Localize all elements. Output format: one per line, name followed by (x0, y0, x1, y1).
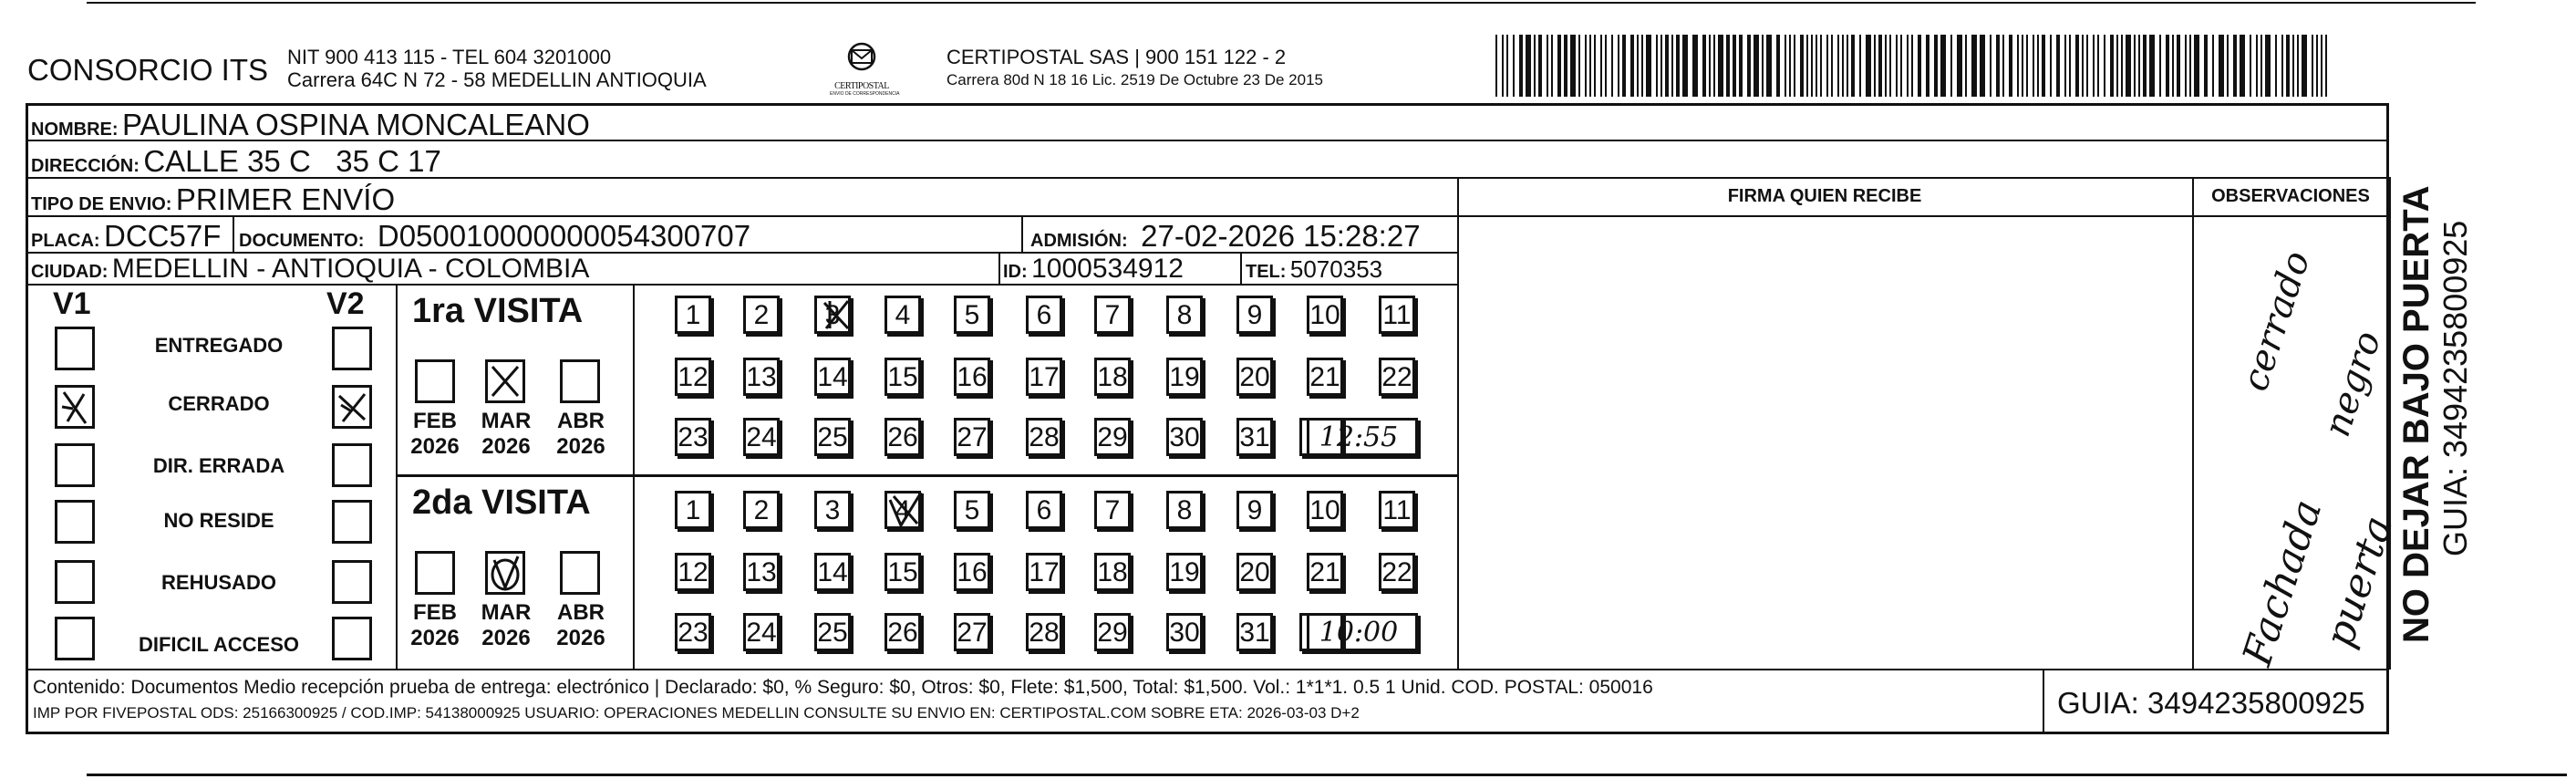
v1-month-abr-checkbox[interactable] (560, 359, 600, 403)
v2-entregado-checkbox[interactable] (332, 327, 372, 370)
second-visit-day[interactable]: 15 (885, 553, 921, 591)
carrier-line-2: Carrera 80d N 18 16 Lic. 2519 De Octubre 23 De 2015 (947, 71, 1323, 88)
second-visit-day[interactable]: 23 (675, 613, 711, 651)
status-cerrado: CERRADO (168, 392, 270, 415)
company-name: CONSORCIO ITS (27, 53, 269, 87)
top-rule (87, 2, 2476, 4)
footer-contenido: Contenido: Documentos Medio recepción prueba de entrega: electrónico | Declarado: $0, % Seguro: $0, Otros: $0, Flete: $1,500, Total: $1,500. Vol.: 1*1*1. 0.5 1 Unid. COD. POSTAL: 050016 (33, 677, 1653, 698)
first-visit-day[interactable]: 10 (1307, 296, 1343, 334)
first-visit-day[interactable]: 25 (814, 418, 851, 456)
side-guia: GUIA: 3494235800925 (2436, 220, 2474, 556)
first-visit-day[interactable]: 1 (675, 296, 711, 334)
v2-month-abr: ABR 2026 (556, 600, 605, 650)
first-visit-day[interactable]: 31 (1236, 418, 1273, 456)
first-visit-day[interactable]: 28 (1026, 418, 1062, 456)
second-visit-day[interactable]: 21 (1307, 553, 1343, 591)
v1-label: V1 (53, 286, 91, 321)
first-visit-day[interactable]: 15 (885, 358, 921, 396)
v2-label: V2 (326, 286, 365, 321)
second-visit-day[interactable]: 7 (1094, 491, 1131, 529)
second-visit-title: 2da VISITA (412, 483, 591, 522)
direccion-label: DIRECCIÓN: (31, 156, 140, 176)
v2-month-feb: FEB 2026 (410, 600, 460, 650)
admision-label: ADMISIÓN: (1030, 231, 1128, 251)
envelope-logo-icon (830, 40, 894, 77)
second-visit-day[interactable]: 25 (814, 613, 851, 651)
v1-dificil-acceso-checkbox[interactable] (55, 617, 95, 660)
status-no-reside: NO RESIDE (163, 509, 274, 532)
v1-no-reside-checkbox[interactable] (55, 500, 95, 544)
first-visit-day[interactable]: 2 (743, 296, 780, 334)
tipo-row (31, 182, 395, 217)
admision-row (1030, 219, 1421, 254)
first-visit-day[interactable]: 17 (1026, 358, 1062, 396)
first-visit-day[interactable]: 23 (675, 418, 711, 456)
id-label: ID: (1003, 262, 1028, 282)
second-visit-day[interactable]: 29 (1094, 613, 1131, 651)
certipostal-logo (830, 40, 900, 100)
second-visit-day[interactable]: 30 (1166, 613, 1203, 651)
v1-day-3-check-icon (817, 296, 855, 334)
first-visit-day[interactable]: 24 (743, 418, 780, 456)
direccion-row (31, 144, 441, 179)
first-visit-day[interactable]: 22 (1379, 358, 1415, 396)
placa-label: PLACA: (31, 231, 100, 251)
handwritten-obs-4: puerta (2316, 510, 2403, 653)
second-visit-day[interactable]: 27 (954, 613, 990, 651)
v1-month-feb: FEB 2026 (410, 409, 460, 459)
second-visit-day[interactable]: 8 (1166, 491, 1203, 529)
firma-header: FIRMA QUIEN RECIBE (1727, 186, 1922, 206)
nombre-label: NOMBRE: (31, 119, 119, 140)
id-value: 1000534912 (1031, 254, 1184, 284)
first-visit-day[interactable]: 20 (1236, 358, 1273, 396)
nombre-row (31, 108, 590, 142)
company-line-2: Carrera 64C N 72 - 58 MEDELLIN ANTIOQUIA (287, 68, 707, 91)
status-dificil-acceso: DIFICIL ACCESO (138, 633, 299, 656)
status-rehusado: REHUSADO (161, 571, 276, 594)
v1-month-mar: MAR 2026 (481, 409, 532, 459)
tipo-value: PRIMER ENVÍO (175, 182, 396, 216)
id-row (1003, 254, 1184, 285)
first-visit-day[interactable]: 19 (1166, 358, 1203, 396)
second-visit-day[interactable]: 9 (1236, 491, 1273, 529)
first-visit-day[interactable]: 14 (814, 358, 851, 396)
v1-entregado-checkbox[interactable] (55, 327, 95, 370)
second-visit-day[interactable]: 20 (1236, 553, 1273, 591)
second-visit-time-field[interactable]: 10:00 (1299, 613, 1418, 651)
second-visit-day[interactable]: 12 (675, 553, 711, 591)
v2-day-4-check-icon (885, 491, 925, 531)
second-visit-day[interactable]: 17 (1026, 553, 1062, 591)
ciudad-value: MEDELLIN - ANTIOQUIA - COLOMBIA (111, 254, 590, 284)
v2-month-mar: MAR 2026 (481, 600, 532, 650)
admision-value: 27-02-2026 15:28:27 (1141, 219, 1421, 253)
v1-rehusado-checkbox[interactable] (55, 560, 95, 604)
v2-mar-check-icon (485, 551, 525, 595)
second-visit-day[interactable]: 14 (814, 553, 851, 591)
first-visit-day[interactable]: 6 (1026, 296, 1062, 334)
second-visit-day[interactable]: 3 (814, 491, 851, 529)
second-visit-day[interactable]: 22 (1379, 553, 1415, 591)
second-visit-day[interactable]: 18 (1094, 553, 1131, 591)
handwritten-obs-2: negro (2316, 326, 2390, 442)
bottom-rule (87, 774, 2567, 776)
first-visit-day[interactable]: 18 (1094, 358, 1131, 396)
v2-no-reside-checkbox[interactable] (332, 500, 372, 544)
carrier-line-1: CERTIPOSTAL SAS | 900 151 122 - 2 (947, 46, 1287, 68)
first-visit-day[interactable]: 27 (954, 418, 990, 456)
first-visit-day[interactable]: 7 (1094, 296, 1131, 334)
first-visit-day[interactable]: 9 (1236, 296, 1273, 334)
footer-imp: IMP POR FIVEPOSTAL ODS: 25166300925 / COD.IMP: 54138000925 USUARIO: OPERACIONES MEDELLIN CONSULTE SU ENVIO EN: CERTIPOSTAL.COM SOBRE ETA: 2026-03-03 D+2 (33, 704, 1360, 722)
barcode (1495, 35, 2334, 97)
v2-month-feb-checkbox[interactable] (415, 551, 455, 595)
tel-value: 5070353 (1289, 255, 1383, 283)
first-visit-day[interactable]: 21 (1307, 358, 1343, 396)
second-visit-day[interactable]: 6 (1026, 491, 1062, 529)
documento-label: DOCUMENTO: (239, 231, 365, 251)
first-visit-day[interactable]: 30 (1166, 418, 1203, 456)
v1-mar-check-icon (485, 359, 525, 403)
first-visit-time-field[interactable]: 12:55 (1299, 418, 1418, 456)
second-visit-day[interactable]: 16 (954, 553, 990, 591)
handwritten-obs-3: Fachada (2234, 493, 2332, 671)
first-visit-day[interactable]: 5 (954, 296, 990, 334)
first-visit-day[interactable]: 4 (885, 296, 921, 334)
second-visit-day[interactable]: 31 (1236, 613, 1273, 651)
handwritten-obs-1: cerrado (2234, 245, 2319, 397)
v2-dificil-acceso-checkbox[interactable] (332, 617, 372, 660)
documento-row (239, 219, 750, 254)
tel-row (1246, 255, 1382, 284)
v1-month-abr: ABR 2026 (556, 409, 605, 459)
second-visit-day[interactable]: 26 (885, 613, 921, 651)
second-visit-day[interactable]: 10 (1307, 491, 1343, 529)
second-visit-day[interactable]: 11 (1379, 491, 1415, 529)
v1-cerrado-check-icon (55, 385, 95, 429)
second-visit-day[interactable]: 28 (1026, 613, 1062, 651)
placa-value: DCC57F (104, 219, 222, 253)
second-visit-day[interactable]: 24 (743, 613, 780, 651)
second-visit-day[interactable]: 1 (675, 491, 711, 529)
v2-dir-errada-checkbox[interactable] (332, 443, 372, 487)
logo-subcaption: ENVIO DE CORRESPONDENCIA (830, 91, 900, 97)
v2-cerrado-check-icon (332, 385, 372, 429)
documento-value: D050010000000054300707 (377, 219, 751, 253)
footer-guia: GUIA: 3494235800925 (2057, 686, 2365, 720)
first-visit-day[interactable]: 26 (885, 418, 921, 456)
status-dir-errada: DIR. ERRADA (152, 454, 285, 477)
ciudad-row (31, 254, 589, 285)
v2-rehusado-checkbox[interactable] (332, 560, 372, 604)
status-entregado: ENTREGADO (154, 334, 284, 357)
first-visit-title: 1ra VISITA (412, 292, 584, 330)
first-visit-day[interactable]: 29 (1094, 418, 1131, 456)
observaciones-header: OBSERVACIONES (2211, 186, 2370, 206)
first-visit-day[interactable]: 3 (814, 296, 851, 334)
direccion-value: CALLE 35 C 35 C 17 (143, 144, 441, 178)
first-visit-day[interactable]: 13 (743, 358, 780, 396)
logo-caption: CERTIPOSTAL (834, 81, 889, 91)
tipo-label: TIPO DE ENVIO: (31, 194, 172, 214)
v2-month-abr-checkbox[interactable] (560, 551, 600, 595)
side-no-dejar-bajo-puerta: NO DEJAR BAJO PUERTA (2396, 185, 2436, 643)
second-visit-day[interactable]: 5 (954, 491, 990, 529)
second-visit-day[interactable]: 19 (1166, 553, 1203, 591)
first-visit-day[interactable]: 12 (675, 358, 711, 396)
company-line-1: NIT 900 413 115 - TEL 604 3201000 (287, 46, 612, 68)
nombre-value: PAULINA OSPINA MONCALEANO (122, 108, 590, 141)
v1-dir-errada-checkbox[interactable] (55, 443, 95, 487)
placa-row (31, 219, 221, 254)
first-visit-day[interactable]: 16 (954, 358, 990, 396)
second-visit-day[interactable]: 13 (743, 553, 780, 591)
second-visit-day[interactable]: 2 (743, 491, 780, 529)
v1-month-feb-checkbox[interactable] (415, 359, 455, 403)
tel-label: TEL: (1246, 262, 1287, 282)
first-visit-day[interactable]: 8 (1166, 296, 1203, 334)
ciudad-label: CIUDAD: (31, 262, 109, 282)
second-visit-day[interactable]: 4 (885, 491, 921, 529)
first-visit-day[interactable]: 11 (1379, 296, 1415, 334)
